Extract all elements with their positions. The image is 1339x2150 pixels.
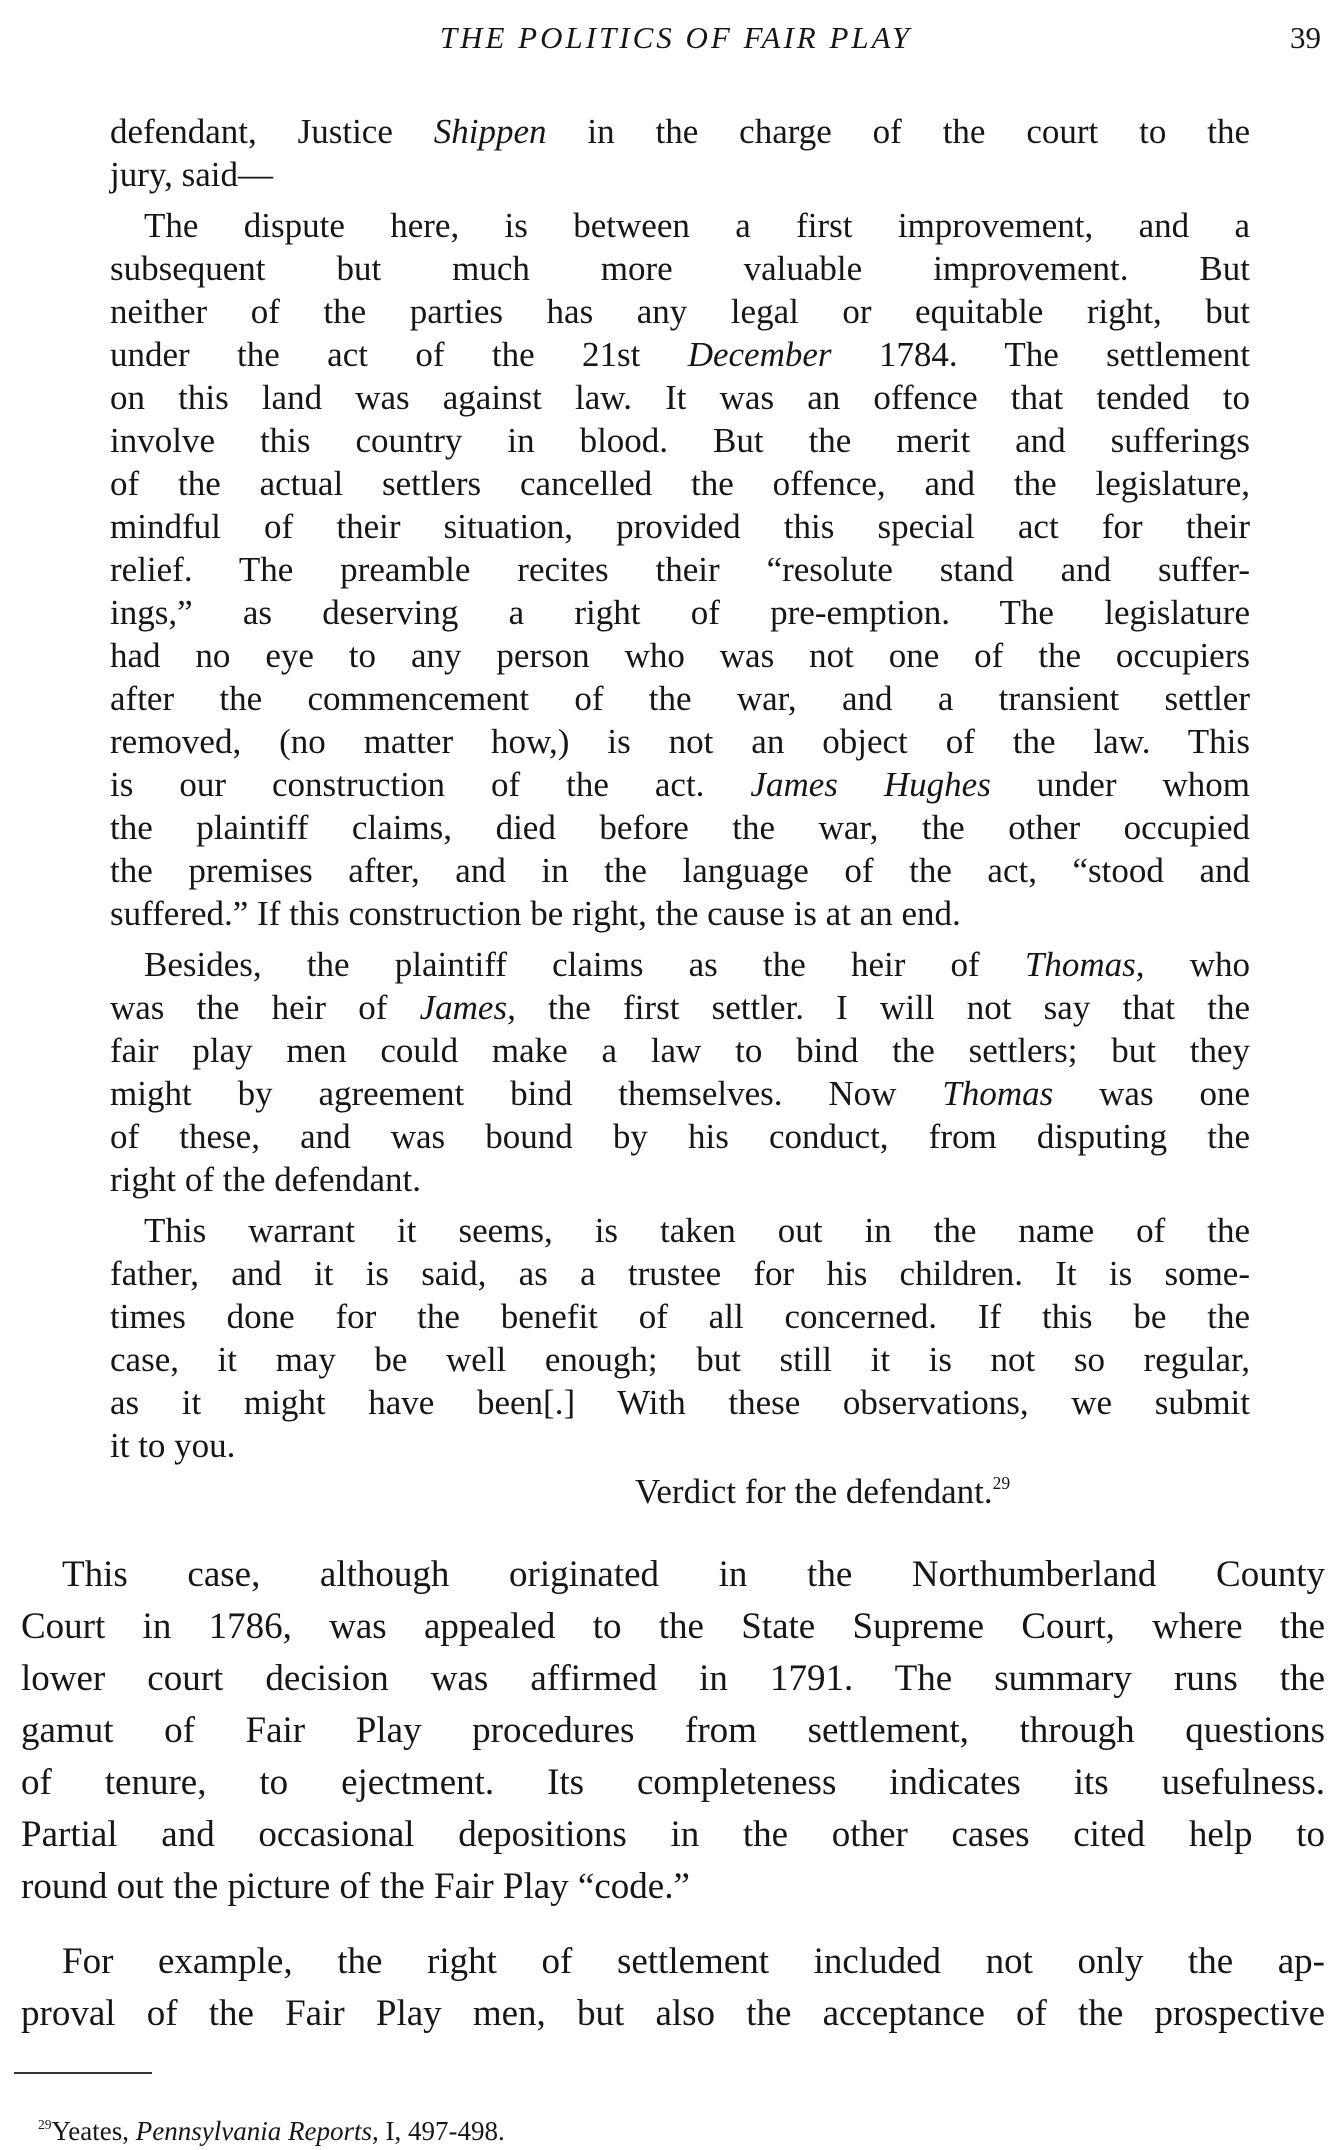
text-line [110,634,1250,677]
text-line [21,1601,1325,1653]
text-line [110,763,1250,806]
text-line [110,1252,1250,1295]
text-segment: after the commencement of the war, and a transient settler [110,679,1250,718]
text-line [21,1809,1325,1861]
footnote-title: Pennsylvania Reports, [135,2115,379,2146]
text-segment: The dispute here, is between a first improvement, and a [144,206,1250,245]
paragraph [110,110,1250,196]
text-segment: suffered.” If this construction be right, the cause is at an end. [110,894,961,933]
text-segment: neither of the parties has any legal or equitable right, but [110,292,1250,331]
running-header [0,16,1339,60]
text-segment: subsequent but much more valuable improvement. But [110,249,1250,288]
text-line [21,1757,1325,1809]
text-segment: right of the defendant. [110,1160,422,1199]
text-line [110,462,1250,505]
text-segment: mindful of their situation, provided this special act for their [110,507,1250,546]
text-line [21,1988,1325,2040]
text-line [110,505,1250,548]
text-segment: under the act of the 21st [110,335,688,374]
text-line [110,986,1250,1029]
italic-text: James Hughes [750,765,991,804]
text-segment: proval of the Fair Play men, but also the acceptance of the prospective [21,1993,1325,2034]
verdict-line [635,1462,1010,1513]
text-line [110,1295,1250,1338]
text-segment: involve this country in blood. But the merit and sufferings [110,421,1250,460]
text-segment: This case, although originated in the Northumberland County [62,1554,1325,1595]
paragraph [110,943,1250,1201]
italic-text: James, [419,988,516,1027]
paragraph [110,1209,1250,1467]
text-segment: under whom [990,765,1250,804]
text-line [110,1072,1250,1115]
text-line [110,290,1250,333]
footnote-ref: 29 [992,1473,1011,1493]
text-segment: as it might have been[.] With these observations, we submit [110,1383,1250,1422]
text-line [110,247,1250,290]
verdict-text: Verdict for the defendant. [635,1472,993,1511]
text-segment: ings,” as deserving a right of pre-emption. The legislature [110,593,1250,632]
text-segment: in the charge of the court to the [546,112,1251,151]
text-segment: the first settler. I will not say that the [515,988,1250,1027]
text-segment: of tenure, to ejectment. Its completeness indicates its usefulness. [21,1762,1325,1803]
text-line [21,1936,1325,1988]
footnote [38,2106,505,2150]
text-segment: might by agreement bind themselves. Now [110,1074,943,1113]
text-line [110,333,1250,376]
footnote-number: 29 [38,2117,52,2132]
text-line [110,1424,1250,1467]
text-segment: was one [1053,1074,1250,1113]
footnote-author: Yeates, [51,2115,136,2146]
italic-text: Thomas, [1024,945,1145,984]
text-line [110,1338,1250,1381]
text-segment: father, and it is said, as a trustee for his children. It is some- [110,1254,1250,1293]
text-segment: 1784. The settlement [831,335,1250,374]
text-line [21,1549,1325,1601]
text-segment: case, it may be well enough; but still it is not so regular, [110,1340,1250,1379]
text-segment: defendant, Justice [110,112,434,151]
italic-text: Shippen [433,112,547,151]
text-segment: of these, and was bound by his conduct, from disputing the [110,1117,1250,1156]
text-line [110,204,1250,247]
text-line [110,1381,1250,1424]
text-line [110,1115,1250,1158]
text-segment: was the heir of [110,988,420,1027]
text-segment: times done for the benefit of all concerned. If this be the [110,1297,1250,1336]
footnote-divider [14,2072,152,2074]
text-segment: Besides, the plaintiff claims as the heir of [144,945,1025,984]
text-line [21,1653,1325,1705]
footnote-rest: I, 497-498. [378,2115,505,2146]
text-line [110,419,1250,462]
text-segment: Partial and occasional depositions in the other cases cited help to [21,1814,1325,1855]
running-title: THE POLITICS OF FAIR PLAY [439,20,913,55]
text-line [110,849,1250,892]
text-line [110,1029,1250,1072]
text-segment: the plaintiff claims, died before the war, the other occupied [110,808,1250,847]
text-line [110,591,1250,634]
italic-text: Thomas [942,1074,1054,1113]
body-text [21,1549,1325,2040]
text-segment: it to you. [110,1426,236,1465]
paragraph [21,1936,1325,2040]
text-segment: This warrant it seems, is taken out in the name of the [144,1211,1250,1250]
text-segment: removed, (no matter how,) is not an object of the law. This [110,722,1250,761]
text-line [110,720,1250,763]
text-line [110,892,1250,935]
paragraph [21,1549,1325,1913]
text-line [110,376,1250,419]
text-segment: of the actual settlers cancelled the offence, and the legislature, [110,464,1250,503]
text-line [21,1861,1325,1913]
text-segment: is our construction of the act. [110,765,751,804]
text-line [110,153,1250,196]
text-segment: For example, the right of settlement included not only the ap- [62,1941,1325,1982]
text-segment: had no eye to any person who was not one of the occupiers [110,636,1250,675]
text-line [110,943,1250,986]
text-segment: who [1144,945,1251,984]
text-line [110,677,1250,720]
text-segment: relief. The preamble recites their “resolute stand and suffer- [110,550,1250,589]
text-line [110,806,1250,849]
text-segment: on this land was against law. It was an offence that tended to [110,378,1250,417]
text-line [21,1705,1325,1757]
text-segment: round out the picture of the Fair Play “code.” [21,1866,690,1907]
text-segment: fair play men could make a law to bind the settlers; but they [110,1031,1250,1070]
text-segment: the premises after, and in the language of the act, “stood and [110,851,1250,890]
text-line [110,1158,1250,1201]
paragraph [110,204,1250,935]
page-number: 39 [1290,20,1321,55]
text-segment: gamut of Fair Play procedures from settlement, through questions [21,1710,1325,1751]
text-line [110,1209,1250,1252]
text-line [110,110,1250,153]
text-line [110,548,1250,591]
text-segment: jury, said— [110,155,273,194]
block-quote [110,110,1250,1467]
italic-text: December [687,335,832,374]
text-segment: Court in 1786, was appealed to the State Supreme Court, where the [21,1606,1325,1647]
text-segment: lower court decision was affirmed in 1791. The summary runs the [21,1658,1325,1699]
